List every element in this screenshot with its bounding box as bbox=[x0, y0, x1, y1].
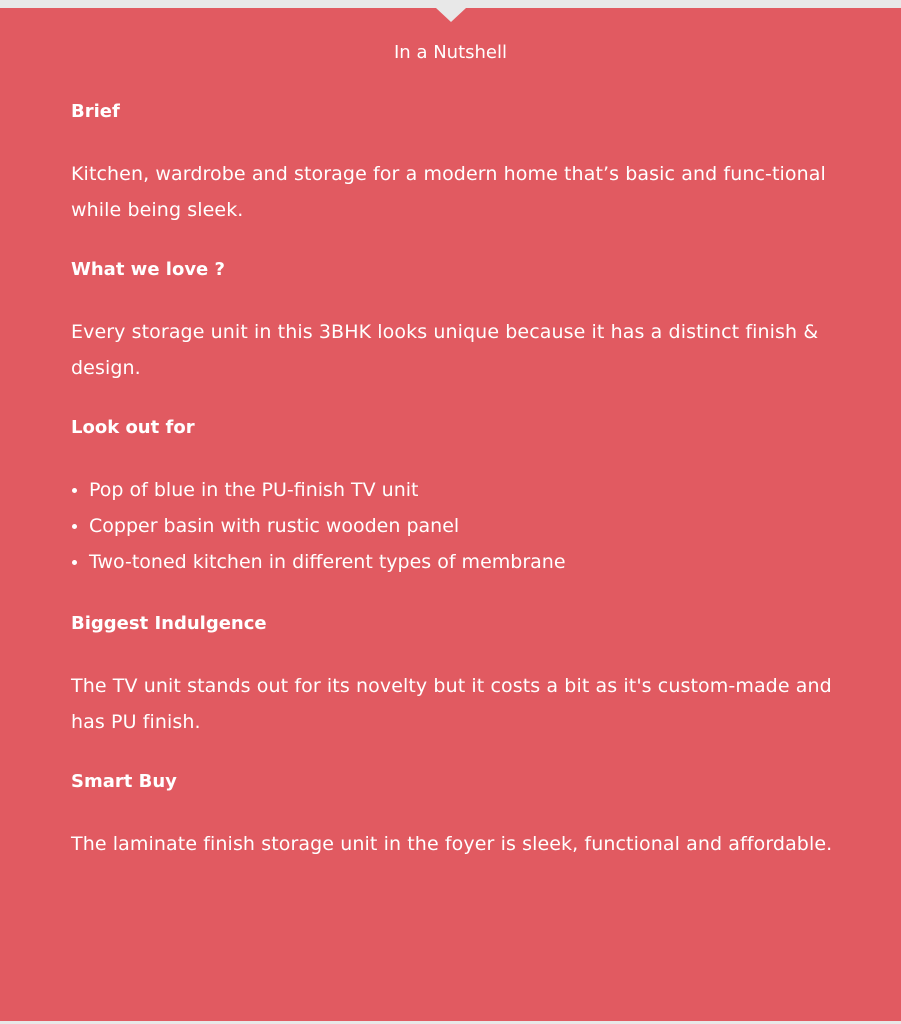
panel-title: In a Nutshell bbox=[394, 42, 507, 63]
list-item bbox=[71, 472, 845, 508]
section-text-what-we-love: Every storage unit in this 3BHK looks unique because it has a distinct finish & design. bbox=[71, 321, 819, 379]
list-item bbox=[71, 508, 845, 544]
bullet-icon bbox=[72, 560, 77, 565]
list-item bbox=[71, 544, 845, 580]
look-out-for-list bbox=[71, 472, 845, 580]
section-heading-brief: Brief bbox=[71, 101, 120, 122]
section-heading-what-we-love: What we love ? bbox=[71, 259, 225, 280]
nutshell-panel bbox=[0, 8, 901, 1021]
list-item-text: Copper basin with rustic wooden panel bbox=[89, 515, 460, 537]
section-text-smart-buy: The laminate finish storage unit in the foyer is sleek, functional and affordable. bbox=[71, 833, 833, 855]
bullet-icon bbox=[72, 524, 77, 529]
section-heading-look-out-for: Look out for bbox=[71, 417, 195, 438]
list-item-text: Two-toned kitchen in different types of membrane bbox=[89, 551, 566, 573]
bullet-icon bbox=[72, 488, 77, 493]
panel-content bbox=[71, 100, 845, 892]
panel-notch bbox=[436, 8, 466, 22]
section-heading-biggest-indulgence: Biggest Indulgence bbox=[71, 613, 267, 634]
section-text-brief: Kitchen, wardrobe and storage for a modern home that’s basic and func-tional while being sleek. bbox=[71, 163, 826, 221]
list-item-text: Pop of blue in the PU-finish TV unit bbox=[89, 479, 419, 501]
section-text-biggest-indulgence: The TV unit stands out for its novelty but it costs a bit as it's custom-made and has PU finish. bbox=[71, 675, 832, 733]
section-heading-smart-buy: Smart Buy bbox=[71, 771, 177, 792]
